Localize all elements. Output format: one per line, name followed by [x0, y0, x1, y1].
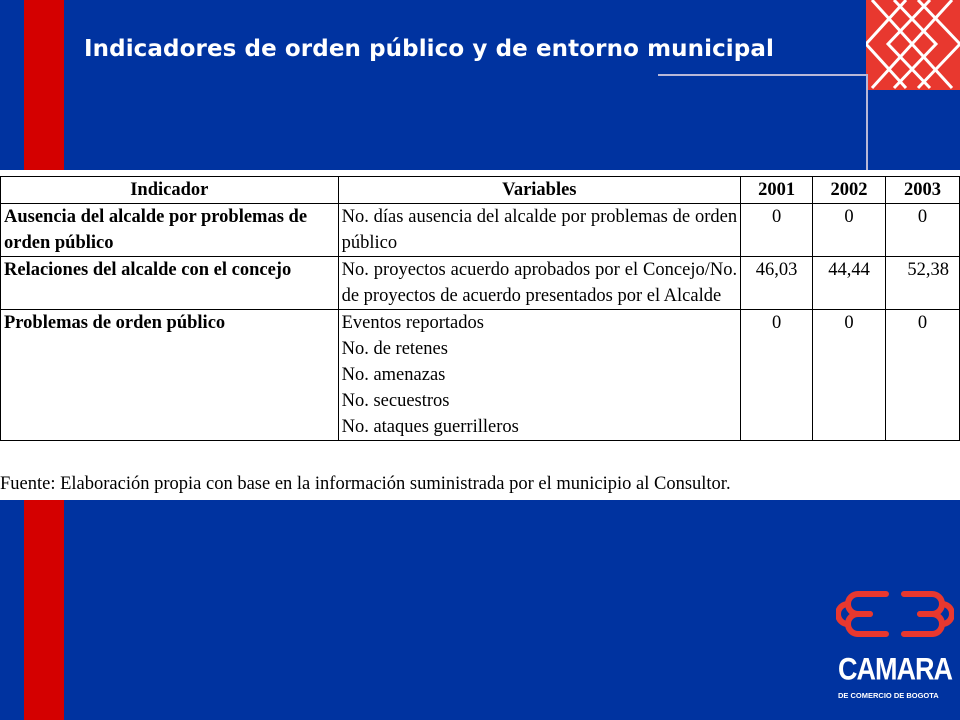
header-2001: 2001 [741, 177, 813, 204]
value-2003: 52,38 [886, 257, 960, 310]
variable-item: No. de retenes [341, 339, 448, 359]
table-row [1, 204, 960, 257]
value-2001: 46,03 [741, 257, 813, 310]
indicator-cell: Relaciones del alcalde con el concejo [1, 257, 339, 310]
variable-item: No. ataques guerrilleros [341, 417, 519, 437]
title-divider [866, 74, 868, 176]
value-2003: 0 [886, 204, 960, 257]
slide-title: Indicadores de orden público y de entorno municipal [84, 36, 774, 62]
variable-item: No. secuestros [341, 391, 450, 411]
value-2002: 0 [813, 310, 886, 441]
variables-cell: No. proyectos acuerdo aprobados por el Concejo/No. de proyectos de acuerdo presentados por el Alcalde [338, 257, 741, 310]
value-2003: 0 [886, 310, 960, 441]
table-panel [0, 170, 960, 500]
logo-name: CAMARA [838, 652, 952, 687]
header-2002: 2002 [813, 177, 886, 204]
logo-subtitle: DE COMERCIO DE BOGOTA [838, 691, 939, 700]
variable-item: Eventos reportados [341, 313, 484, 333]
table-row [1, 310, 960, 441]
indicator-cell: Ausencia del alcalde por problemas de orden público [1, 204, 339, 257]
variable-item: No. amenazas [341, 365, 446, 385]
value-2002: 0 [813, 204, 886, 257]
title-underline [658, 74, 868, 76]
variables-cell [338, 310, 741, 441]
indicator-cell: Problemas de orden público [1, 310, 339, 441]
ccb-logo-icon [836, 586, 954, 706]
header-indicator: Indicador [1, 177, 339, 204]
value-2001: 0 [741, 204, 813, 257]
value-2002: 44,44 [813, 257, 886, 310]
indicator-table [0, 176, 960, 441]
source-note: Fuente: Elaboración propia con base en la información suministrada por el municipio al Consultor. [0, 474, 731, 494]
table-row [1, 257, 960, 310]
variables-cell: No. días ausencia del alcalde por problemas de orden público [338, 204, 741, 257]
value-2001: 0 [741, 310, 813, 441]
header-variables: Variables [338, 177, 741, 204]
header-2003: 2003 [886, 177, 960, 204]
table-header-row [1, 177, 960, 204]
